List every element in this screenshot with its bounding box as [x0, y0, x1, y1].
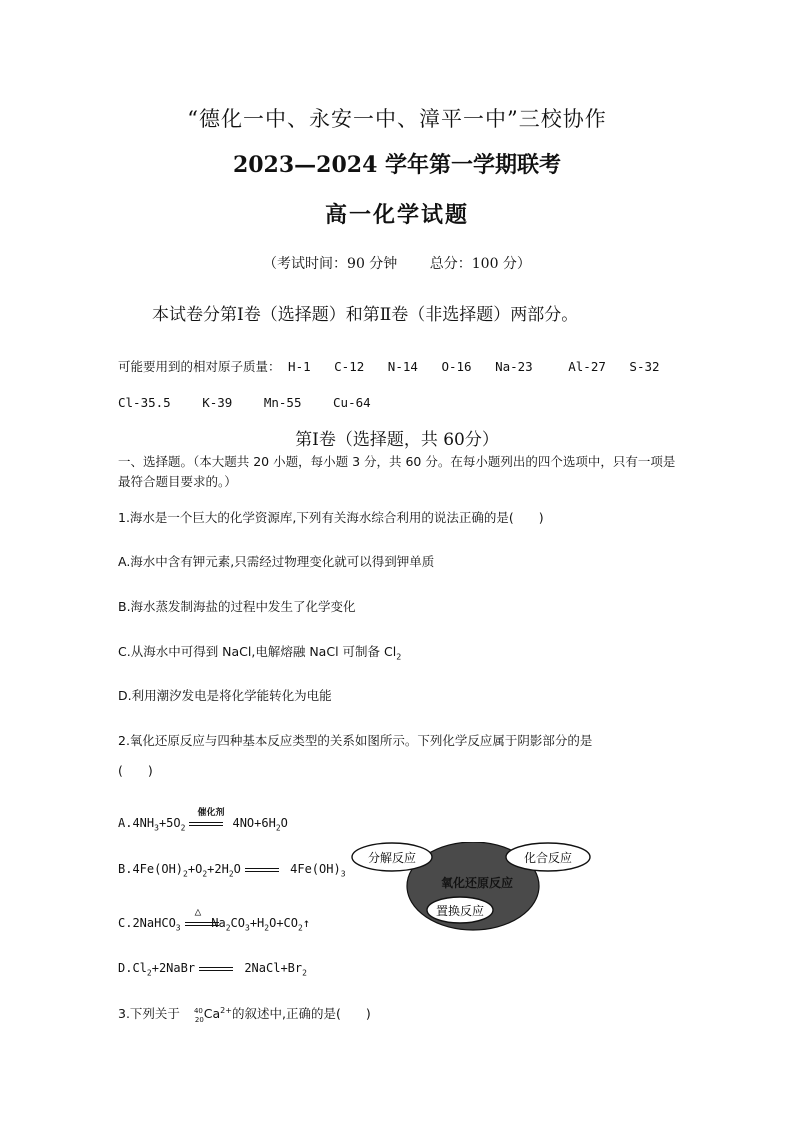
atomic-mass-item: S-32: [629, 359, 660, 374]
question-1-option-a: A.海水中含有钾元素,只需经过物理变化就可以得到钾单质: [118, 554, 435, 569]
section-1-instruction: 一、选择题。（本大题共 20 小题，每小题 3 分，共 60 分。在每小题列出的四个选项中，只有一项是最符合题目要求的。）: [118, 454, 676, 489]
question-2-option-c: $C.2NaHCO_3\triangle Na_2CO_3+H_2O+CO_2↑$: [118, 905, 311, 933]
atomic-mass-item: C-12: [334, 359, 365, 374]
exam-year-title: 2023—2024 学年第一学期联考: [232, 152, 562, 178]
reaction-arrow: [185, 922, 219, 926]
calcium-ion-symbol: $^{40}_{20}Ca^{2+}$: [193, 1005, 232, 1024]
atomic-mass-item: O-16: [441, 359, 472, 374]
question-2-paren: ( ): [118, 763, 153, 778]
section-1-title: 第Ⅰ卷（选择题，共 60分）: [295, 430, 499, 450]
question-2-option-d: $D.Cl_2+2NaBr$ $2NaCl+Br_2$: [118, 961, 307, 978]
diagram-label-redox: 氧化还原反应: [440, 876, 514, 890]
reaction-arrow: [245, 868, 279, 872]
reaction-arrow: [189, 822, 223, 826]
atomic-mass-item: K-39: [202, 395, 233, 410]
school-title: “德化一中、永安一中、漳平一中”三校协作: [187, 107, 607, 131]
question-2-option-b: $B.4Fe(OH)_2+O_2+2H_2O$ $4Fe(OH)_3$: [118, 862, 346, 879]
option-c-text: C.从海水中可得到 NaCl,电解熔融 NaCl 可制备 Cl: [118, 644, 397, 659]
question-2-stem: 2.氧化还原反应与四种基本反应类型的关系如图所示。下列化学反应属于阴影部分的是: [118, 733, 593, 748]
heat-symbol: △: [194, 905, 202, 918]
atomic-mass-item: N-14: [387, 359, 418, 374]
question-3-text-pre: 3.下列关于: [118, 1006, 180, 1021]
question-2-option-a: $A.4NH_3+5O_2$催化剂$4NO+6H_2O$: [118, 816, 288, 832]
paper-intro: 本试卷分第Ⅰ卷（选择题）和第Ⅱ卷（非选择题）两部分。: [152, 305, 579, 325]
atomic-mass-label: 可能要用到的相对原子质量：: [118, 359, 281, 374]
exam-time: （考试时间：90 分钟: [263, 256, 398, 272]
diagram-label-displacement: 置换反应: [435, 904, 485, 918]
option-c-subscript: 2: [396, 652, 402, 662]
atomic-mass-row-1: [118, 357, 676, 375]
exam-score: 总分：100 分）: [429, 256, 531, 272]
diagram-label-combination: 化合反应: [523, 851, 573, 865]
atomic-mass-item: H-1: [288, 359, 311, 374]
catalyst-label: 催化剂: [197, 808, 225, 818]
diagram-label-decomposition: 分解反应: [367, 851, 417, 865]
question-3-text-post: 的叙述中,正确的是( ): [231, 1006, 371, 1021]
atomic-mass-item: Al-27: [568, 359, 606, 374]
exam-info: [0, 253, 794, 273]
question-1-stem: 1.海水是一个巨大的化学资源库,下列有关海水综合利用的说法正确的是( ): [118, 510, 544, 525]
question-1-option-d: D.利用潮汐发电是将化学能转化为电能: [118, 688, 332, 703]
atomic-mass-item: Cl-35.5: [118, 395, 171, 410]
question-3-stem: [118, 1004, 371, 1024]
reaction-relation-diagram: [350, 842, 600, 937]
reaction-arrow: [199, 967, 233, 971]
atomic-mass-item: Na-23: [495, 359, 533, 374]
question-1-option-c: [118, 642, 401, 662]
atomic-mass-item: Cu-64: [333, 395, 371, 410]
question-1-option-b: B.海水蒸发制海盐的过程中发生了化学变化: [118, 599, 356, 614]
subject-title: 高一化学试题: [324, 202, 469, 228]
atomic-mass-row-2: [118, 395, 387, 410]
atomic-mass-item: Mn-55: [263, 395, 302, 410]
